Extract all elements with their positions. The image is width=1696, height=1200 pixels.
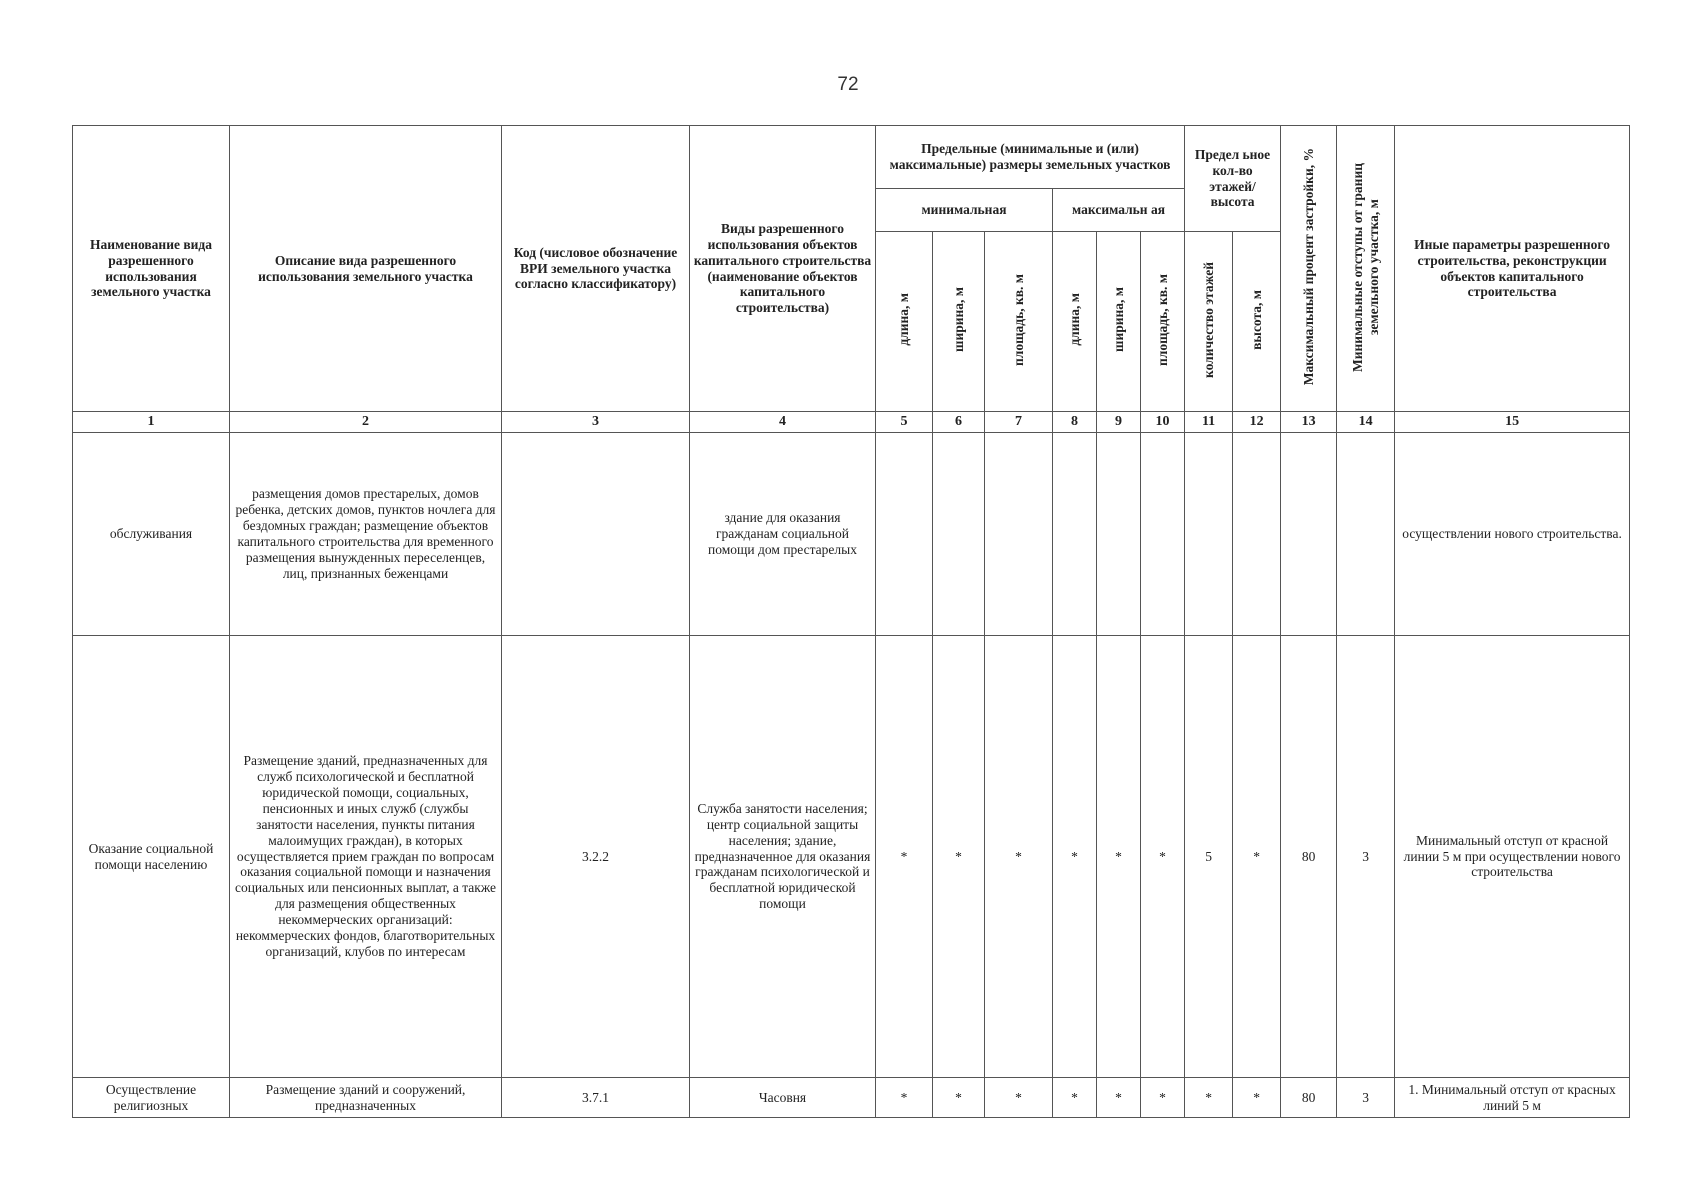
header-max-area-text: площадь, кв. м: [1154, 273, 1170, 366]
table-row: [73, 636, 1630, 1078]
header-max-width: [1097, 232, 1141, 412]
cell-height: *: [1233, 1078, 1281, 1118]
header-min-area: [985, 232, 1053, 412]
header-sizes-group: Предельные (минимальные и (или) максимальные) размеры земельных участков: [876, 126, 1185, 189]
header-max-area: [1141, 232, 1185, 412]
cell-code: 3.2.2: [502, 636, 690, 1078]
cell-max-length: [1053, 433, 1097, 636]
cell-min-width: [933, 433, 985, 636]
header-min-length: [876, 232, 933, 412]
cell-max-length: *: [1053, 1078, 1097, 1118]
cell-min-area: *: [985, 636, 1053, 1078]
cell-objects: Служба занятости населения; центр социальной защиты населения; здание, предназначенное для оказания гражданам психологической и бесплатной юридической помощи: [690, 636, 876, 1078]
column-number: 8: [1053, 412, 1097, 433]
column-number-row: [73, 412, 1630, 433]
cell-description: размещения домов престарелых, домов ребенка, детских домов, пунктов ночлега для бездомных граждан; размещение объектов капитального строительства для временного размещения вынужденных переселенцев, лиц, признанных беженцами: [230, 433, 502, 636]
cell-objects: здание для оказания гражданам социальной помощи дом престарелых: [690, 433, 876, 636]
header-min-group: минимальная: [876, 189, 1053, 232]
cell-max-percent: [1281, 433, 1337, 636]
header-min-width: [933, 232, 985, 412]
header-code: Код (числовое обозначение ВРИ земельного участка согласно классификатору): [502, 126, 690, 412]
header-max-percent: [1281, 126, 1337, 412]
cell-max-width: [1097, 433, 1141, 636]
column-number: 6: [933, 412, 985, 433]
cell-min-length: *: [876, 636, 933, 1078]
cell-name: обслуживания: [73, 433, 230, 636]
cell-min-offsets: 3: [1337, 636, 1395, 1078]
table-row: [73, 433, 1630, 636]
header-floors-group: Предел ьное кол-во этажей/ высота: [1185, 126, 1281, 232]
header-min-offsets: [1337, 126, 1395, 412]
cell-min-offsets: 3: [1337, 1078, 1395, 1118]
column-number: 4: [690, 412, 876, 433]
header-description: Описание вида разрешенного использования земельного участка: [230, 126, 502, 412]
cell-code: [502, 433, 690, 636]
column-number: 3: [502, 412, 690, 433]
cell-other: Минимальный отступ от красной линии 5 м при осуществлении нового строительства: [1395, 636, 1630, 1078]
column-number: 5: [876, 412, 933, 433]
header-max-length: [1053, 232, 1097, 412]
cell-floors: 5: [1185, 636, 1233, 1078]
header-height: [1233, 232, 1281, 412]
cell-objects: Часовня: [690, 1078, 876, 1118]
header-min-width-text: ширина, м: [950, 287, 966, 352]
cell-max-percent: 80: [1281, 636, 1337, 1078]
cell-min-length: *: [876, 1078, 933, 1118]
header-name: Наименование вида разрешенного использования земельного участка: [73, 126, 230, 412]
column-number: 9: [1097, 412, 1141, 433]
column-number: 13: [1281, 412, 1337, 433]
header-max-group: максимальн ая: [1053, 189, 1185, 232]
column-number: 12: [1233, 412, 1281, 433]
cell-floors: *: [1185, 1078, 1233, 1118]
cell-floors: [1185, 433, 1233, 636]
table-row: [73, 1078, 1630, 1118]
column-number: 14: [1337, 412, 1395, 433]
cell-name: Осуществление религиозных: [73, 1078, 230, 1118]
header-min-length-text: длина, м: [896, 293, 912, 346]
column-number: 7: [985, 412, 1053, 433]
header-other: Иные параметры разрешенного строительства, реконструкции объектов капитального строительства: [1395, 126, 1630, 412]
cell-min-offsets: [1337, 433, 1395, 636]
header-max-width-text: ширина, м: [1110, 287, 1126, 352]
cell-description: Размещение зданий и сооружений, предназначенных: [230, 1078, 502, 1118]
cell-max-width: *: [1097, 636, 1141, 1078]
header-floors: [1185, 232, 1233, 412]
cell-height: [1233, 433, 1281, 636]
cell-max-area: [1141, 433, 1185, 636]
cell-other: 1. Минимальный отступ от красных линий 5 м: [1395, 1078, 1630, 1118]
cell-height: *: [1233, 636, 1281, 1078]
page-number: 72: [837, 74, 859, 95]
header-height-text: высота, м: [1248, 289, 1264, 350]
column-number: 1: [73, 412, 230, 433]
header-objects: Виды разрешенного использования объектов капитального строительства (наименование объектов капитального строительства): [690, 126, 876, 412]
column-number: 10: [1141, 412, 1185, 433]
cell-max-area: *: [1141, 1078, 1185, 1118]
header-min-offsets-text: Минимальные отступы от границ земельного участка, м: [1349, 162, 1381, 372]
column-number: 11: [1185, 412, 1233, 433]
cell-code: 3.7.1: [502, 1078, 690, 1118]
header-max-length-text: длина, м: [1066, 293, 1082, 346]
column-number: 2: [230, 412, 502, 433]
cell-min-area: [985, 433, 1053, 636]
cell-max-width: *: [1097, 1078, 1141, 1118]
cell-other: осуществлении нового строительства.: [1395, 433, 1630, 636]
header-max-percent-text: Максимальный процент застройки, %: [1300, 147, 1316, 386]
cell-max-percent: 80: [1281, 1078, 1337, 1118]
cell-min-width: *: [933, 1078, 985, 1118]
cell-max-length: *: [1053, 636, 1097, 1078]
cell-description: Размещение зданий, предназначенных для служб психологической и бесплатной юридической помощи, социальных, пенсионных и иных служб (службы занятости населения, пункты питания малоимущих граждан), в которых осуществляется прием граждан по вопросам оказания социальной помощи и назначения социальных или пенсионных выплат, а также для размещения общественных некоммерческих организаций: некоммерческих фондов, благотворительных организаций, клубов по интересам: [230, 636, 502, 1078]
cell-name: Оказание социальной помощи населению: [73, 636, 230, 1078]
cell-min-area: *: [985, 1078, 1053, 1118]
cell-min-length: [876, 433, 933, 636]
column-number: 15: [1395, 412, 1630, 433]
land-use-table: [72, 125, 1630, 1118]
header-min-area-text: площадь, кв. м: [1010, 273, 1026, 366]
header-floors-text: количество этажей: [1200, 261, 1216, 378]
cell-min-width: *: [933, 636, 985, 1078]
cell-max-area: *: [1141, 636, 1185, 1078]
